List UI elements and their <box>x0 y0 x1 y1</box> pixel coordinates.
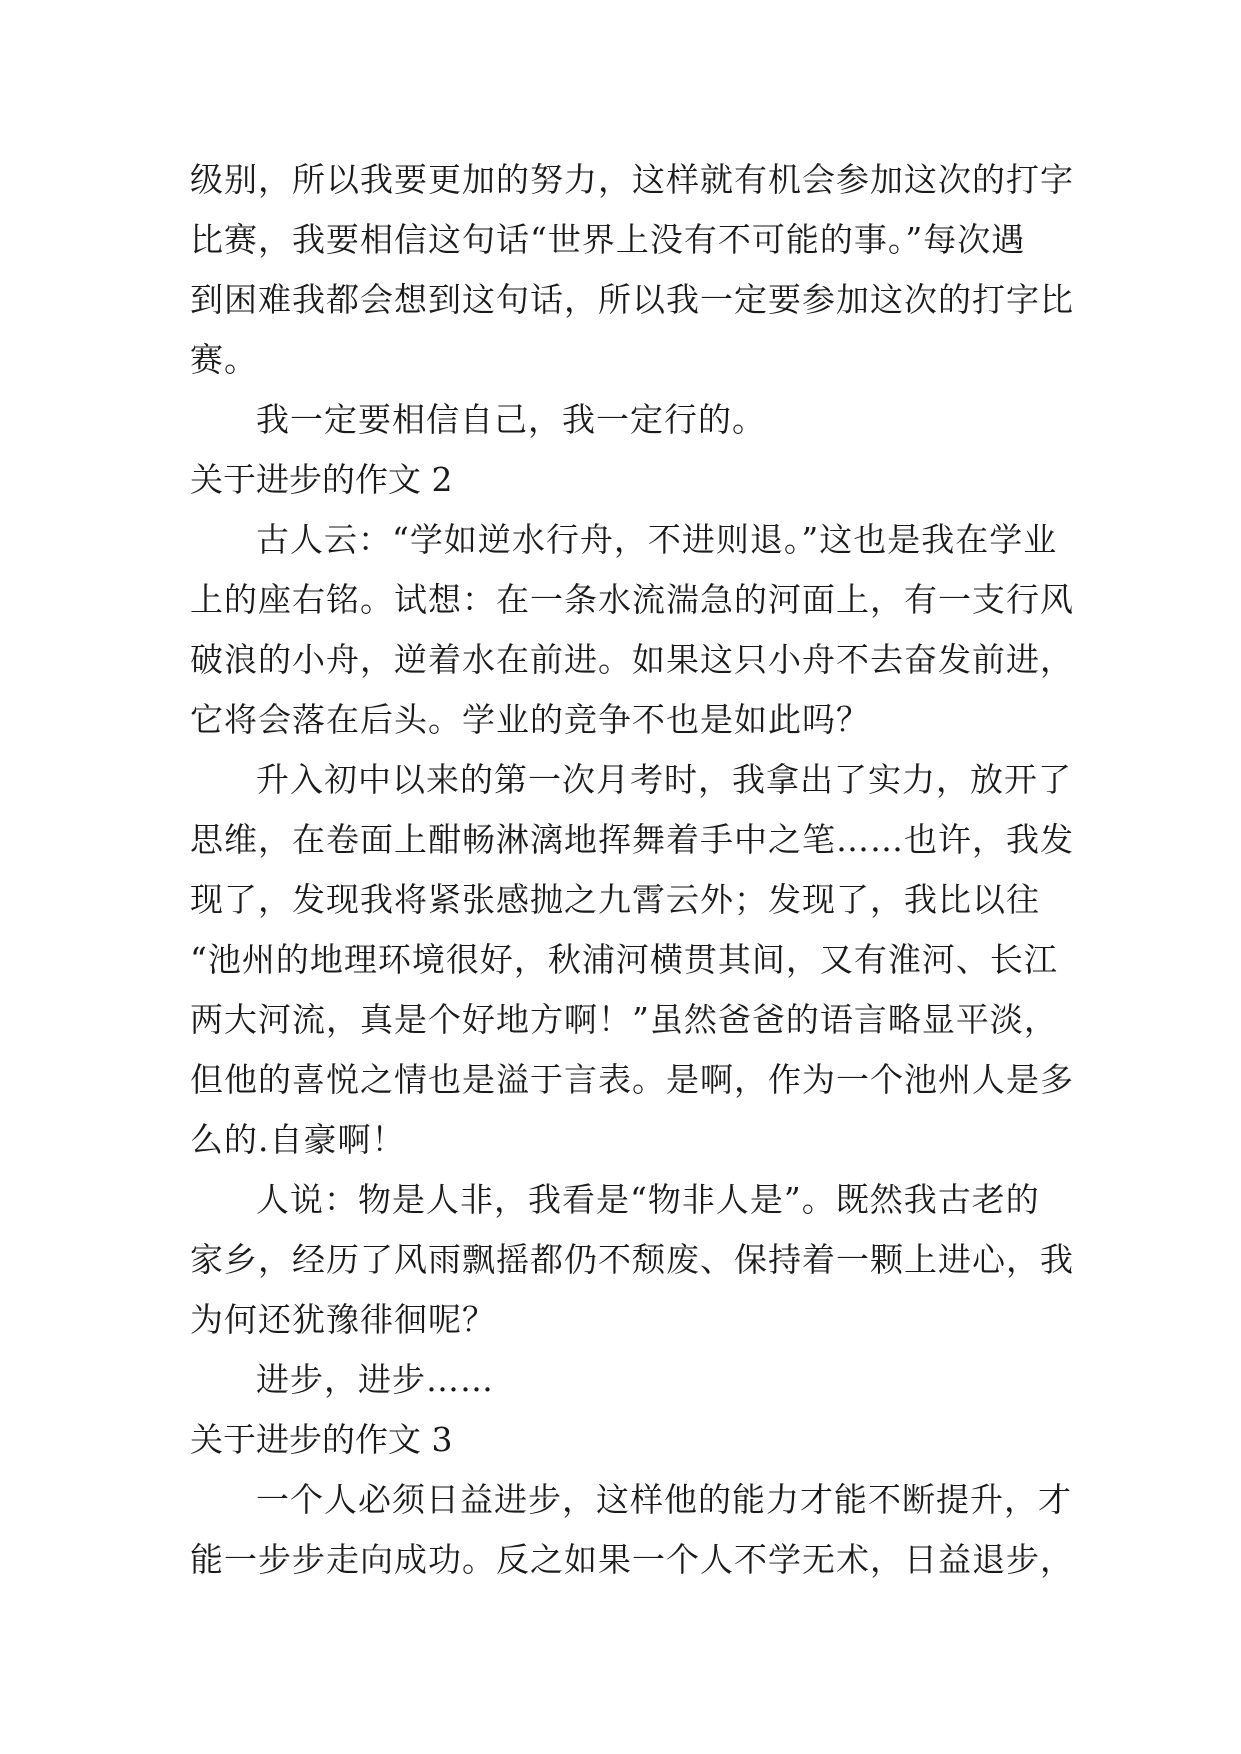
body-text-line: 上的座右铭。试想：在一条水流湍急的河面上，有一支行风 <box>190 580 1074 619</box>
body-text-line: “池州的地理环境很好，秋浦河横贯其间，又有淮河、长江 <box>190 940 1058 979</box>
body-text-line: 它将会落在后头。学业的竞争不也是如此吗？ <box>190 700 870 739</box>
body-text-line: 但他的喜悦之情也是溢于言表。是啊，作为一个池州人是多 <box>190 1060 1074 1099</box>
paragraph-first-line: 古人云：“学如逆水行舟，不进则退。”这也是我在学业 <box>256 520 1058 559</box>
paragraph-first-line: 我一定要相信自己，我一定行的。 <box>256 400 766 439</box>
paragraph-first-line: 升入初中以来的第一次月考时，我拿出了实力，放开了 <box>256 760 1072 799</box>
document-body <box>190 150 1074 1590</box>
body-text-line: 到困难我都会想到这句话，所以我一定要参加这次的打字比 <box>190 280 1074 319</box>
body-text-line: 比赛，我要相信这句话“世界上没有不可能的事。”每次遇 <box>190 220 1026 259</box>
body-text-line: 两大河流，真是个好地方啊！”虽然爸爸的语言略显平淡， <box>190 1000 1058 1039</box>
paragraph-first-line: 进步，进步…… <box>256 1360 494 1399</box>
body-text-line: 为何还犹豫徘徊呢？ <box>190 1300 496 1339</box>
body-text-line: 么的.自豪啊！ <box>190 1120 406 1159</box>
body-text-line: 破浪的小舟，逆着水在前进。如果这只小舟不去奋发前进， <box>190 640 1074 679</box>
section-heading: 关于进步的作文 3 <box>190 1420 453 1459</box>
paragraph-first-line: 一个人必须日益进步，这样他的能力才能不断提升，才 <box>256 1480 1072 1519</box>
body-text-line: 现了，发现我将紧张感抛之九霄云外；发现了，我比以往 <box>190 880 1040 919</box>
body-text-line: 家乡，经历了风雨飘摇都仍不颓废、保持着一颗上进心，我 <box>190 1240 1074 1279</box>
body-text-line: 能一步步走向成功。反之如果一个人不学无术，日益退步， <box>190 1540 1074 1579</box>
body-text-line: 级别，所以我要更加的努力，这样就有机会参加这次的打字 <box>190 160 1074 199</box>
body-text-line: 思维，在卷面上酣畅淋漓地挥舞着手中之笔……也许，我发 <box>190 820 1074 859</box>
section-heading: 关于进步的作文 2 <box>190 460 453 499</box>
body-text-line: 赛。 <box>190 340 258 379</box>
paragraph-first-line: 人说：物是人非，我看是“物非人是”。既然我古老的 <box>256 1180 1040 1219</box>
